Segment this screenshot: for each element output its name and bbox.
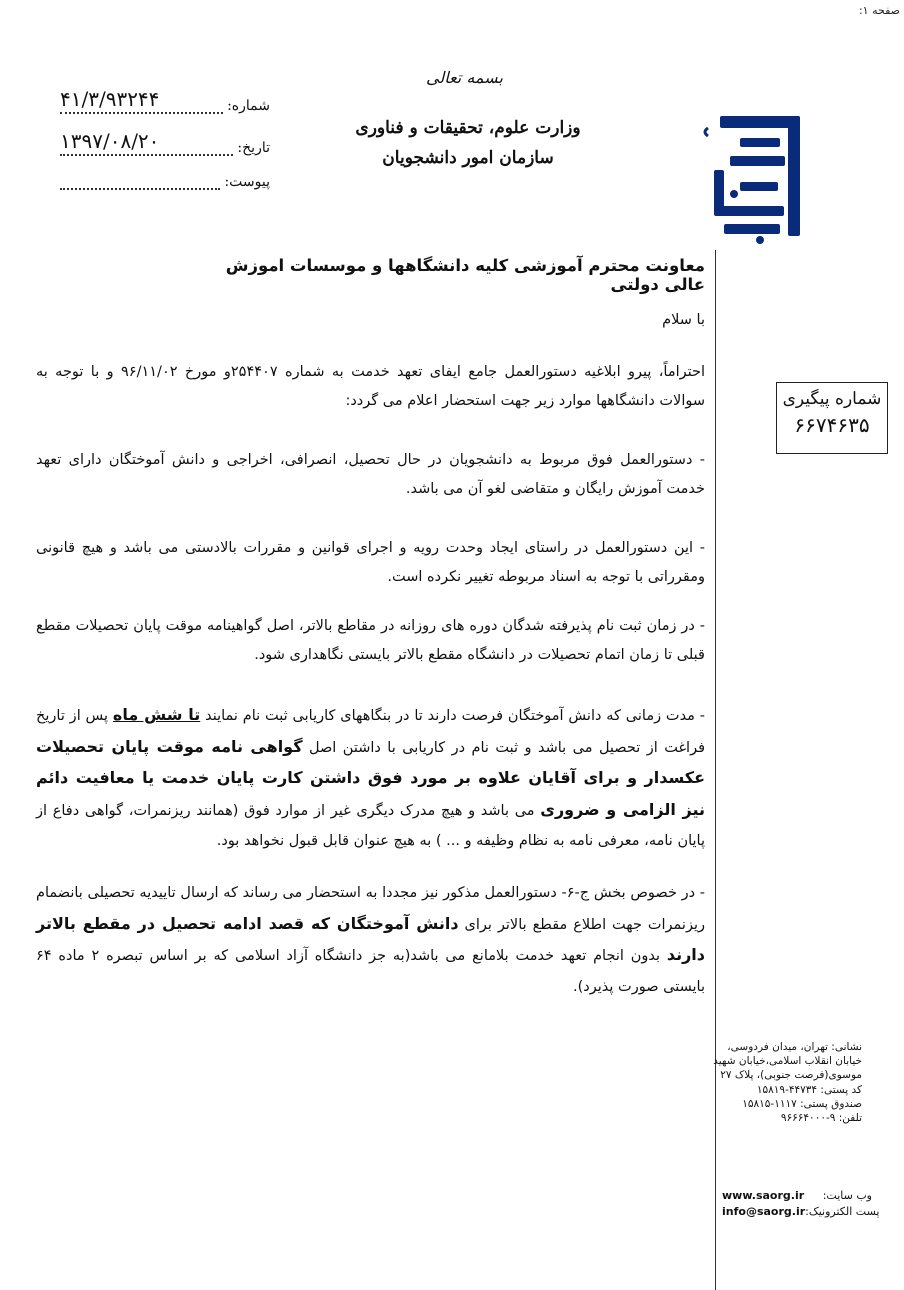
ministry-name: وزارت علوم، تحقیقات و فناوری (355, 118, 581, 138)
p6-part-a: - در خصوص بخش ج-۶- دستورالعمل مذکور نیز مجددا به استحضار می رساند که ارسال تاییدیه تحصیلی بانضمام ریزنمرات جهت اطلاع مقطع بالاتر برای (36, 885, 706, 933)
organization-logo (700, 108, 810, 248)
address-line: خیابان انقلاب اسلامی،خیابان شهید (713, 1055, 862, 1068)
email-row (722, 1204, 880, 1220)
footer-web (722, 1188, 880, 1220)
paragraph-registration (36, 700, 705, 857)
letter-date-label: تاریخ: (237, 140, 270, 156)
p5-part-a: - مدت زمانی که دانش آموختگان فرصت دارند تا در بنگاههای کاریابی ثبت نام نمایند (200, 708, 706, 724)
paragraph-transcript (36, 878, 705, 1002)
address-line: موسوی(فرصت جنوبی)، پلاک ۲۷ (720, 1069, 862, 1082)
letter-number-label: شماره: (227, 98, 270, 114)
website-label: وب سایت: (822, 1189, 872, 1202)
p5-part-e: می باشد و هیچ مدرک دیگری غیر از موارد فوق (همانند ریزنمرات، گواهی دفاع از پایان نامه، معرفی نامه به نظام وظیفه و ... ) به هیچ عنوان قابل قبول نخواهد بود. (36, 802, 705, 849)
letter-date-row (60, 129, 270, 156)
paragraph-certificate: - در زمان ثبت نام پذیرفته شدگان دوره های روزانه در مقاطع بالاتر، اصل گواهینامه موقت پایان تحصیلات مقطع قبلی تا زمان اتمام تحصیلات در دانشگاه مقطع بالاتر بایستی نگاهداری شود. (36, 618, 705, 663)
letter-date-line (60, 129, 233, 156)
letter-number-line (60, 87, 223, 114)
letter-number-row (60, 87, 270, 114)
attachment-label: پیوست: (224, 174, 270, 190)
p6-part-c: بدون انجام تعهد خدمت بلامانع می باشد(به جز دانشگاه آزاد اسلامی که بر اساس تبصره ۲ ماده ۶۴ بایستی صورت پذیرد). (36, 948, 705, 995)
address-line: تلفن: ۹-۹۶۶۶۴۰۰۰ (780, 1112, 862, 1125)
address-line: صندوق پستی: ۱۱۱۷-۱۵۸۱۵ (742, 1097, 862, 1110)
tracking-number: ۶۶۷۴۶۳۵ (794, 413, 870, 437)
attachment-row (60, 174, 270, 190)
recipient: معاونت محترم آموزشی کلیه دانشگاهها و موسسات اموزش عالی دولتی (225, 256, 705, 294)
organization-name: سازمان امور دانشجویان (382, 148, 554, 168)
p5-six-months: تا شش ماه (112, 705, 201, 724)
address-line: نشانی: تهران، میدان فردوسی، (727, 1041, 862, 1053)
address-line: کد پستی: ۴۴۷۳۴-۱۵۸۱۹ (756, 1083, 862, 1096)
greeting: با سلام (662, 312, 705, 328)
paragraph-intro: احتراماً، پیرو ابلاغیه دستورالعمل جامع ایفای تعهد خدمت به شماره ۲۵۴۴۰۷و مورخ ۹۶/۱۱/۰۲ و با توجه به سوالات دانشگاهها موارد زیر جهت استحضار اعلام می گردد: (36, 364, 706, 409)
margin-divider (715, 250, 716, 1290)
tracking-box (776, 382, 888, 454)
paragraph-uniformity: - این دستورالعمل در راستای ایجاد وحدت رویه و اجرای قوانین و مقررات بالادستی می باشد و هیچ قانونی ومقرراتی با توجه به اسناد مربوطه تغییر نکرده است. (36, 540, 705, 585)
email-label: پست الکترونیک: (805, 1205, 880, 1218)
paragraph-scope: - دستورالعمل فوق مربوط به دانشجویان در حال تحصیل، انصرافی، اخراجی و دانش آموختگان دارای تعهد خدمت آموزش رایگان و متقاضی لغو آن می باشد. (36, 452, 705, 497)
p5-part-c: پس از تاریخ فراغت از تحصیل می باشد و ثبت نام در کاریابی با داشتن اصل (36, 708, 706, 756)
email-link[interactable]: info@saorg.ir (722, 1205, 806, 1218)
page-number: صفحه ۱: (858, 4, 900, 17)
footer-address (713, 1040, 862, 1125)
letter-number-value: ۴۱/۳/۹۳۲۴۴ (60, 87, 160, 111)
tracking-label: شماره پیگیری (782, 389, 882, 409)
website-row (722, 1188, 872, 1204)
bismillah: بسمه تعالی (426, 68, 503, 87)
p5-required-docs: گواهی نامه موقت پایان تحصیلات عکسدار و برای آقایان علاوه بر مورد فوق داشتن کارت پایان خدمت یا معافیت دائم نیز الزامی و ضروری (36, 736, 706, 819)
attachment-line (60, 174, 220, 190)
p6-graduates: دانش آموختگان که قصد ادامه تحصیل در مقطع بالاتر دارند (36, 913, 705, 964)
letter-date-value: ۱۳۹۷/۰۸/۲۰ (60, 129, 160, 153)
website-link[interactable]: www.saorg.ir (722, 1189, 805, 1202)
